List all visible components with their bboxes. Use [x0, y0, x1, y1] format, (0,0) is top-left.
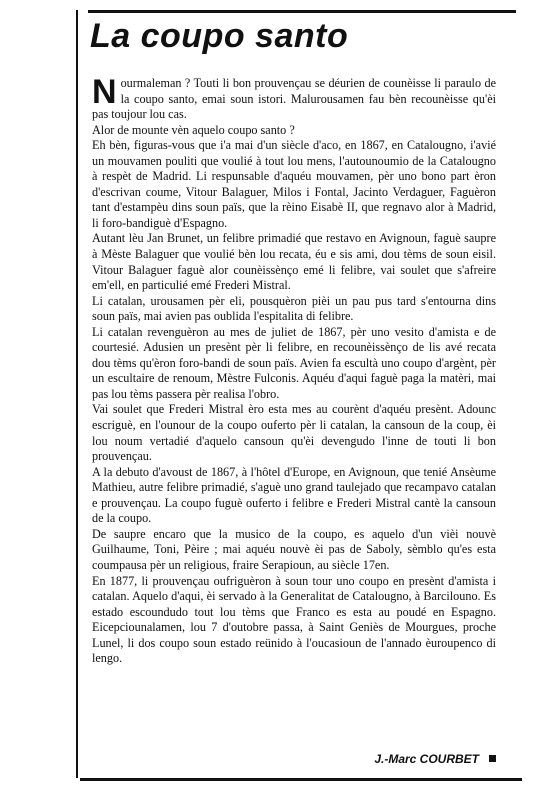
drop-cap: N — [92, 73, 117, 111]
author-signature: J.-Marc COURBET — [374, 752, 479, 766]
top-rule — [88, 10, 516, 13]
author-signature-row — [300, 752, 496, 766]
left-rule — [76, 10, 78, 778]
paragraph-text: ourmaleman ? Touti li bon prouvençau se déurien de counèisse li paraulo de la coupo santo, emai soun istori. Malurousamen fau bèn recounèisse qu'èi pas toujour lou cas. — [92, 76, 496, 122]
paragraph: Eh bèn, figuras-vous que i'a mai d'un siècle d'aco, en 1867, en Catalougno, i'avié un mouvamen pouliti que voulié à tout lou mens, l'autounoumio de la Catalougno à respèt de Madrid. Li respunsable d'aquéu mouvamen, pèr uno bono part èron d'escrivan coume, Vitour Balaguer, Milos i Fontal, Jacinto Verdaguer, Faguèron tant d'estampèu dins soun païs, que la rèino Eisabè II, que regnavo alor à Madrid, li foro-bandiguè d'Espagno. — [92, 138, 496, 230]
bottom-rule — [80, 778, 522, 781]
article-title: La coupo santo — [90, 17, 349, 55]
paragraph: Alor de mounte vèn aquelo coupo santo ? — [92, 122, 295, 137]
paragraph — [92, 73, 496, 123]
paragraph: Vai soulet que Frederi Mistral èro esta mes au courènt d'aquéu presènt. Adounc escriguè, en l'ounour de la coupo ouferto pèr li catalan, la cansoun de la coup, èi lou noum vertadié d'aquelo cansoun qu'èi devengudo l'inne de touti li bon prouvençau. — [92, 402, 496, 464]
paragraph: A la debuto d'avoust de 1867, à l'hôtel d'Europe, en Avignoun, que tenié Ansèume Mathieu, autre felibre primadié, s'aguè uno grand taulejado que recampavo catalan e prouvençau. La coupo fuguè ouferto i felibre e Frederi Mistral cantè la cansoun de la coupo. — [92, 464, 496, 526]
paragraph: Li catalan, urousamen pèr eli, pousquèron pièi un pau pus tard s'entourna dins soun païs, mai avien pas oublida l'espitalita di felibre. — [92, 293, 496, 324]
paragraph: Li catalan revenguèron au mes de juliet de 1867, pèr uno vesito d'amista e de courtesié. Adusien un presènt pèr li felibre, en recounèissènço de lis avé recata dou tèms qu'èron foro-bandi de soun païs. Avien fa escultà uno coupo d'argènt, pèr un escultaire de renoum, Mèstre Fulconis. Aquéu d'aqui faguè paga la matèri, mai pas lou tèms passera pèr realisa l'obro. — [92, 324, 496, 401]
paragraph: De saupre encaro que la musico de la coupo, es aquelo d'un vièi nouvè Guilhaume, Toni, Pèire ; mai aquéu nouvè èi pas de Saboly, sèmblo qu'es esta coumpausa pèr un religious, fraire Serapioun, au siècle 17en. — [92, 526, 496, 572]
paragraph: Autant lèu Jan Brunet, un felibre primadié que restavo en Avignoun, faguè saupre à Mèste Balaguer que voulié bèn lou recata, éu e sis ami, dou tèms de soun eisil. Vitour Balaguer faguè alor counèissènço emé li felibre, vai soulet que s'afreire em'ell, en particulié emé Frederi Mistral. — [92, 231, 496, 293]
paragraph: En 1877, li prouvençau oufriguèron à soun tour uno coupo en presènt d'amista i catalan. Aquelo d'aqui, èi servado à la Generalitat de Catalougno, à Barcilouno. Es estado escoundudo tout lou tèms que Franco es esta au poudé en Espagno. Eicepciounalamen, lou 7 d'outobre passa, à Saint Geniès de Mourgues, proche Lunel, li dos coupo soun estado reünido à l'oucasioun de l'annado èuroupenco di lengo. — [92, 573, 496, 666]
article-body — [92, 73, 496, 667]
end-mark-icon — [489, 755, 496, 762]
